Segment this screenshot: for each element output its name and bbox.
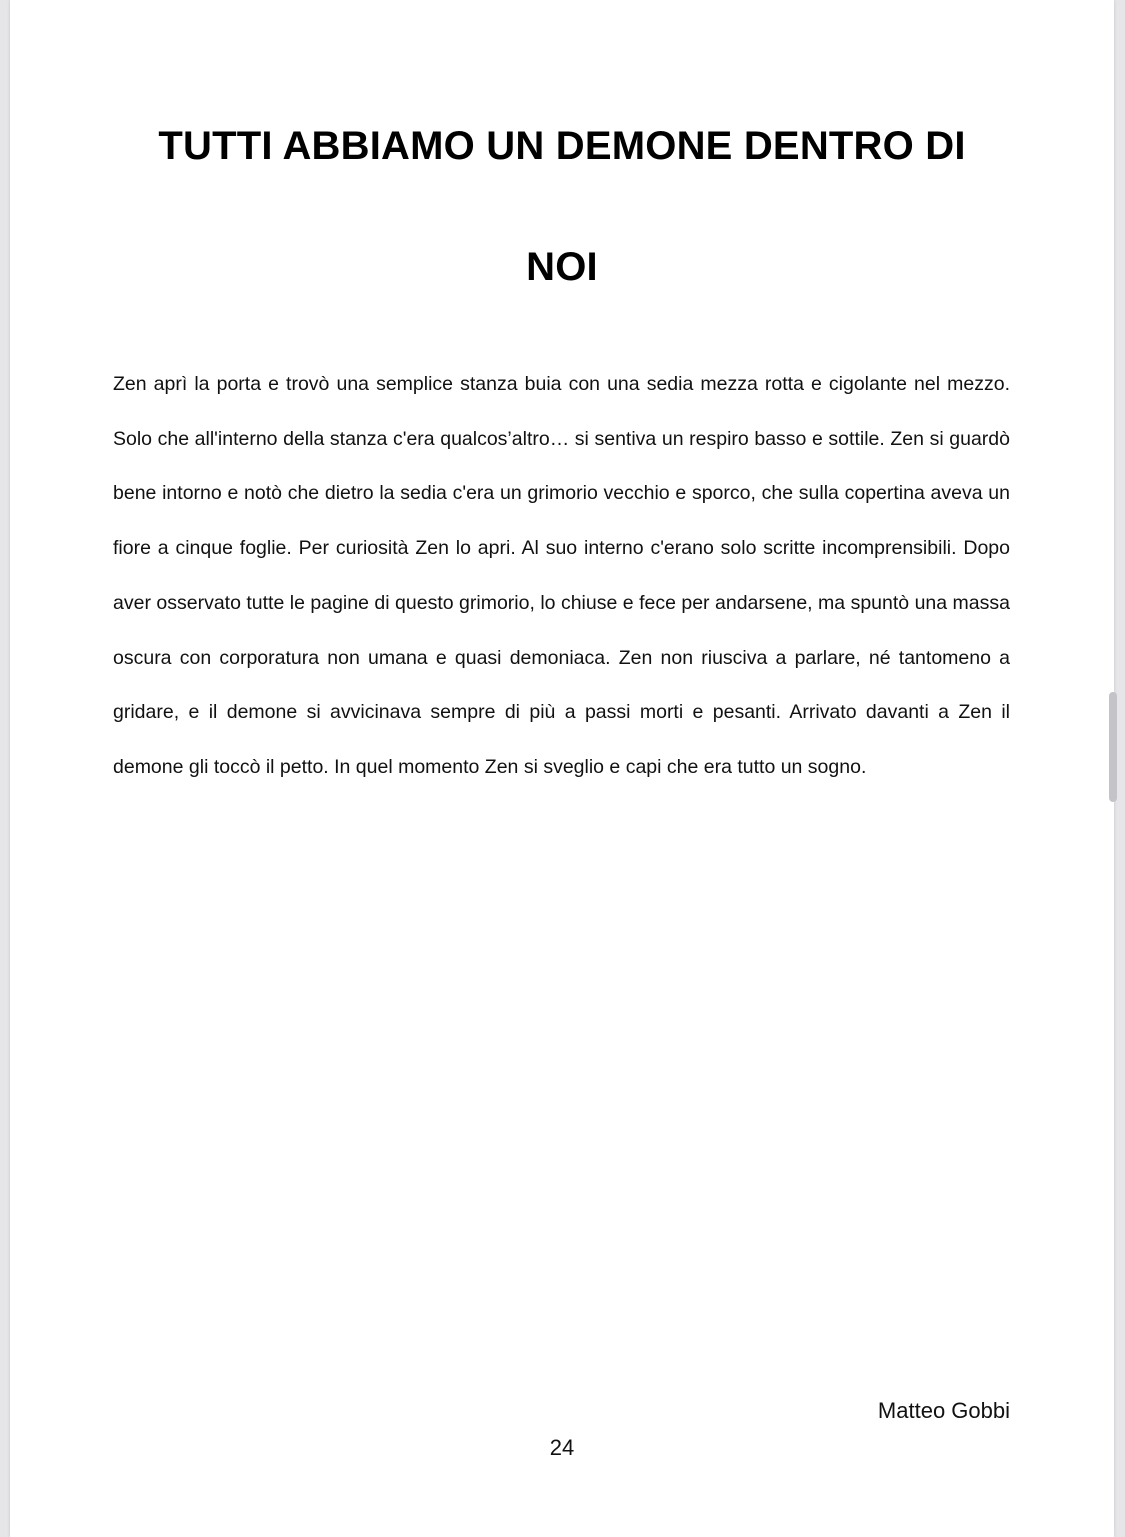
page-title-line-2: NOI bbox=[526, 245, 598, 289]
story-paragraph: Zen aprì la porta e trovò una semplice stanza buia con una sedia mezza rotta e cigolante nel mezzo. Solo che all'interno della stanza c'era qualcos’altro… si sentiva un respiro basso e sottile. Zen si guardò bene intorno e notò che dietro la sedia c'era un grimorio vecchio e sporco, che sulla copertina aveva un fiore a cinque foglie. Per curiosità Zen lo apri. Al suo interno c'erano solo scritte incomprensibili. Dopo aver osservato tutte le pagine di questo grimorio, lo chiuse e fece per andarsene, ma spuntò una massa oscura con corporatura non umana e quasi demoniaca. Zen non riusciva a parlare, né tantomeno a gridare, e il demone si avvicinava sempre di più a passi morti e pesanti. Arrivato davanti a Zen il demone gli toccò il petto. In quel momento Zen si sveglio e capi che era tutto un sogno. bbox=[113, 373, 1010, 778]
page-number: 24 bbox=[549, 1435, 575, 1460]
document-page bbox=[10, 0, 1114, 1537]
page-title-line-1: TUTTI ABBIAMO UN DEMONE DENTRO DI bbox=[158, 124, 966, 168]
vertical-scrollbar[interactable] bbox=[1109, 692, 1117, 802]
author-name: Matteo Gobbi bbox=[877, 1398, 1010, 1423]
